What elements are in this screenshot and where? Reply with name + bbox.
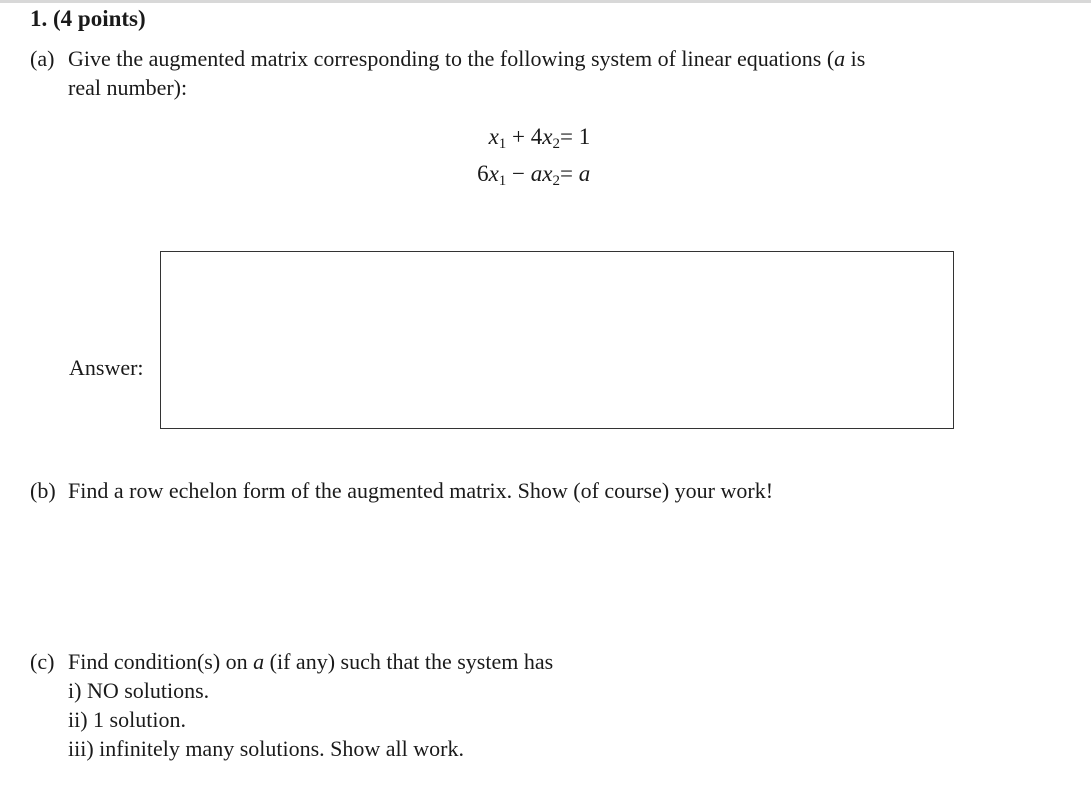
eq2-op: − — [506, 161, 531, 186]
part-c-item-3: iii) infinitely many solutions. Show all work. — [68, 736, 464, 761]
part-c-line1-prefix: Find condition(s) on — [68, 649, 254, 674]
eq2-coef-a: a — [530, 161, 543, 186]
part-c — [30, 647, 1030, 763]
eq1-var-x: x — [488, 124, 499, 149]
part-a-line2: real number): — [68, 75, 188, 100]
equation-1 — [400, 124, 700, 154]
answer-label: Answer: — [69, 355, 144, 380]
part-c-label: (c) — [30, 649, 55, 674]
part-c-item-2: ii) 1 solution. — [68, 707, 186, 732]
part-a-text — [68, 44, 1030, 102]
part-c-line1-var: a — [253, 649, 265, 674]
answer-box[interactable] — [160, 251, 954, 429]
eq2-equals: = — [560, 161, 579, 186]
equation-1-lhs — [489, 124, 560, 153]
eq2-coef-1: 6 — [477, 161, 489, 186]
part-b — [30, 476, 1030, 505]
equation-2 — [400, 161, 700, 191]
part-a-line1-var: a — [834, 46, 846, 71]
eq2-var-x: x — [488, 161, 499, 186]
part-a-label: (a) — [30, 46, 55, 71]
eq2-rhs-var: a — [578, 161, 591, 186]
part-c-line1-suffix: (if any) such that the system has — [264, 649, 554, 674]
eq1-sub-1: 1 — [498, 136, 507, 152]
eq2-sub-2: 2 — [552, 173, 560, 189]
part-a-line1-suffix: is — [845, 46, 866, 71]
eq1-sub-2: 2 — [552, 136, 560, 152]
part-a-line1-prefix: Give the augmented matrix corresponding to the following system of linear equations ( — [68, 46, 835, 71]
equation-1-rhs: = 1 — [560, 124, 591, 149]
equation-2-lhs — [477, 161, 560, 190]
eq2-sub-1: 1 — [498, 173, 507, 189]
equation-2-rhs — [560, 161, 590, 187]
question-heading: 1. (4 points) — [30, 6, 146, 31]
part-b-text: Find a row echelon form of the augmented matrix. Show (of course) your work! — [68, 478, 774, 503]
eq1-var-x2: x — [542, 124, 553, 149]
eq2-var-x2: x — [542, 161, 553, 186]
top-rule — [0, 0, 1091, 3]
part-c-text — [68, 647, 1030, 763]
eq1-op: + 4 — [506, 124, 543, 149]
part-b-label: (b) — [30, 478, 56, 503]
part-c-item-1: i) NO solutions. — [68, 678, 210, 703]
part-a — [30, 44, 1030, 102]
